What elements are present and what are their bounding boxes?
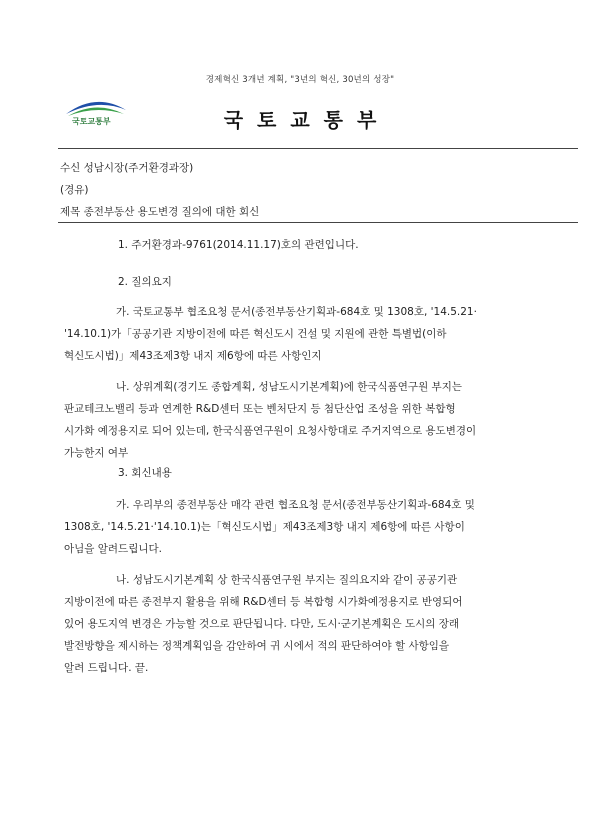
via-line: (경유) <box>60 184 89 196</box>
item-3-ga-line: 1308호, '14.5.21·'14.10.1)는「혁신도시법」제43조제3항 내지 제6항에 따른 사항이 <box>64 521 465 533</box>
slogan: 경제혁신 3개년 계획, "3년의 혁신, 30년의 성장" <box>205 75 395 85</box>
recipient-line: 수신 성남시장(주거환경과장) <box>60 162 194 174</box>
item-3-na-line: 알려 드립니다. 끝. <box>64 662 149 674</box>
item-1-text: 1. 주거환경과-9761(2014.11.17)호의 관련입니다. <box>118 239 359 251</box>
item-2-heading <box>118 271 172 293</box>
item-1 <box>118 234 359 256</box>
item-2-ga-line: 가. 국토교통부 협조요청 문서(종전부동산기획과-684호 및 1308호, '14.5.21· <box>116 306 477 318</box>
item-2-na-line: 가능한지 여부 <box>64 447 129 459</box>
item-2-ga <box>64 301 564 367</box>
item-2-na-line: 나. 상위계획(경기도 종합계획, 성남도시기본계획)에 한국식품연구원 부지는 <box>116 381 462 393</box>
item-3-na-line: 지방이전에 따른 종전부지 활용을 위해 R&D센터 등 복합형 시가화예정용지로 반영되어 <box>64 596 463 608</box>
item-2-ga-line: 혁신도시법)」제43조제3항 내지 제6항에 따른 사항인지 <box>64 350 322 362</box>
item-2-na <box>64 376 564 464</box>
item-3-na-line: 발전방향을 제시하는 정책계획임을 감안하여 귀 시에서 적의 판단하여야 할 사항임을 <box>64 640 450 652</box>
item-3-na-line: 있어 용도지역 변경은 가능할 것으로 판단됩니다. 다만, 도시·군기본계획은 도시의 장래 <box>64 618 460 630</box>
item-2-na-line: 시가화 예정용지로 되어 있는데, 한국식품연구원이 요청사항대로 주거지역으로 용도변경이 <box>64 425 477 437</box>
item-3-heading <box>118 462 172 484</box>
subject-divider <box>58 222 578 223</box>
item-3-na-line: 나. 성남도시기본계획 상 한국식품연구원 부지는 질의요지와 같이 공공기관 <box>116 574 458 586</box>
item-2-na-line: 판교테크노밸리 등과 연계한 R&D센터 또는 벤처단지 등 첨단산업 조성을 위한 복합형 <box>64 403 456 415</box>
ministry-title: 국토교통부 <box>223 108 391 132</box>
item-3-heading-text: 3. 회신내용 <box>118 467 172 479</box>
item-3-ga-line: 가. 우리부의 종전부동산 매각 관련 협조요청 문서(종전부동산기획과-684호 및 <box>116 499 475 511</box>
item-3-ga <box>64 494 564 560</box>
subject-line: 제목 종전부동산 용도변경 질의에 대한 회신 <box>60 206 260 218</box>
logo-wordmark: 국토교통부 <box>72 117 111 126</box>
item-2-ga-line: '14.10.1)가「공공기관 지방이전에 따른 혁신도시 건설 및 지원에 관한 특별법(이하 <box>64 328 447 340</box>
item-2-heading-text: 2. 질의요지 <box>118 276 172 288</box>
header-divider <box>58 148 578 149</box>
item-3-na <box>64 569 564 679</box>
item-3-ga-line: 아님을 알려드립니다. <box>64 543 162 555</box>
